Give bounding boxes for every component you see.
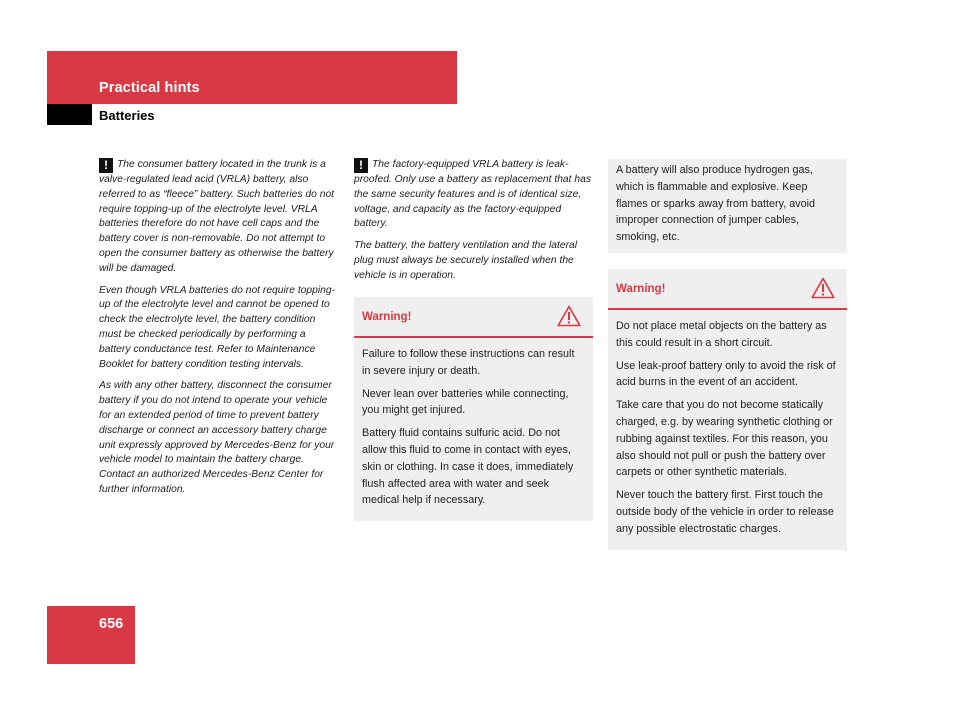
- exclamation-icon: !: [99, 158, 113, 173]
- section-marker: [47, 104, 92, 125]
- warning-paragraph: Failure to follow these instructions can result in severe injury or death.: [362, 348, 575, 377]
- notice-paragraph: As with any other battery, disconnect the consumer battery if you do not intend to operate your vehicle for an extended period of time to prevent battery discharge or connect an accessory battery charge unit expressly approved by Mercedes-Benz for your vehicle model to maintain the battery charge. Contact an authorized Mercedes-Benz Center for further information.: [99, 380, 335, 495]
- warning-paragraph: Battery fluid contains sulfuric acid. Do not allow this fluid to come in contact with eyes, skin or clothing. In case it does, immediately flush affected area with water and seek medical help if necessary.: [362, 427, 574, 507]
- notice-column-2: [354, 158, 593, 291]
- warning-header: [354, 297, 593, 338]
- warning-paragraph: Take care that you do not become statically charged, e.g. by wearing synthetic clothing or rubbing against textiles. For this reason, you also should not pull or push the battery over carpets or other synthetic materials.: [616, 399, 833, 479]
- warning-paragraph: Do not place metal objects on the battery as this could result in a short circuit.: [616, 320, 827, 349]
- header-bar: [47, 51, 457, 104]
- notice-paragraph: The battery, the battery ventilation and the lateral plug must always be securely installed when the vehicle is in operation.: [354, 240, 578, 281]
- warning-box-2: [608, 269, 847, 550]
- warning-label: Warning!: [616, 283, 666, 295]
- section-title: Batteries: [99, 108, 155, 123]
- warning-label: Warning!: [362, 311, 412, 323]
- notice-paragraph: ! The consumer battery located in the trunk is a valve-regulated lead acid (VRLA) battery, also referred to as “fleece” battery. Such batteries do not require topping-up of the electrolyte level. VRLA batteries therefore do not have cell caps and the battery cover is non-removable. Do not attempt to open the consumer battery as otherwise the battery will be damaged.: [99, 158, 335, 274]
- page-number-tab: [47, 606, 135, 664]
- info-text: A battery will also produce hydrogen gas, which is flammable and explosive. Keep flames or sparks away from battery, avoid improper connection of jumper cables, smoking, etc.: [616, 164, 816, 244]
- warning-header: [608, 269, 847, 310]
- warning-paragraph: Never touch the battery first. First touch the outside body of the vehicle in order to release any possible electrostatic charges.: [616, 489, 834, 535]
- exclamation-icon: !: [354, 158, 368, 173]
- warning-paragraph: Never lean over batteries while connecting, you might get injured.: [362, 387, 569, 417]
- warning-triangle-icon: [811, 277, 835, 299]
- notice-paragraph: Even though VRLA batteries do not require topping-up of the electrolyte level and cannot be opened to check the electrolyte level, the battery condition must be checked periodically by performing a battery conductance test. Refer to Maintenance Booklet for battery condition testing intervals.: [99, 284, 336, 370]
- warning-triangle-icon: [557, 305, 581, 327]
- page-number: 656: [99, 616, 124, 632]
- chapter-title: Practical hints: [99, 80, 200, 96]
- warning-box-1: [354, 297, 593, 521]
- notice-column-1: [99, 158, 339, 505]
- warning-body: [608, 310, 847, 550]
- info-box: [608, 159, 847, 253]
- notice-paragraph: ! The factory-equipped VRLA battery is leak-proofed. Only use a battery as replacement that has the same security features and is of identical size, voltage, and capacity as the factory-equipped battery.: [354, 158, 591, 230]
- warning-body: [354, 338, 593, 521]
- warning-paragraph: Use leak-proof battery only to avoid the risk of acid burns in the event of an accident.: [616, 359, 836, 389]
